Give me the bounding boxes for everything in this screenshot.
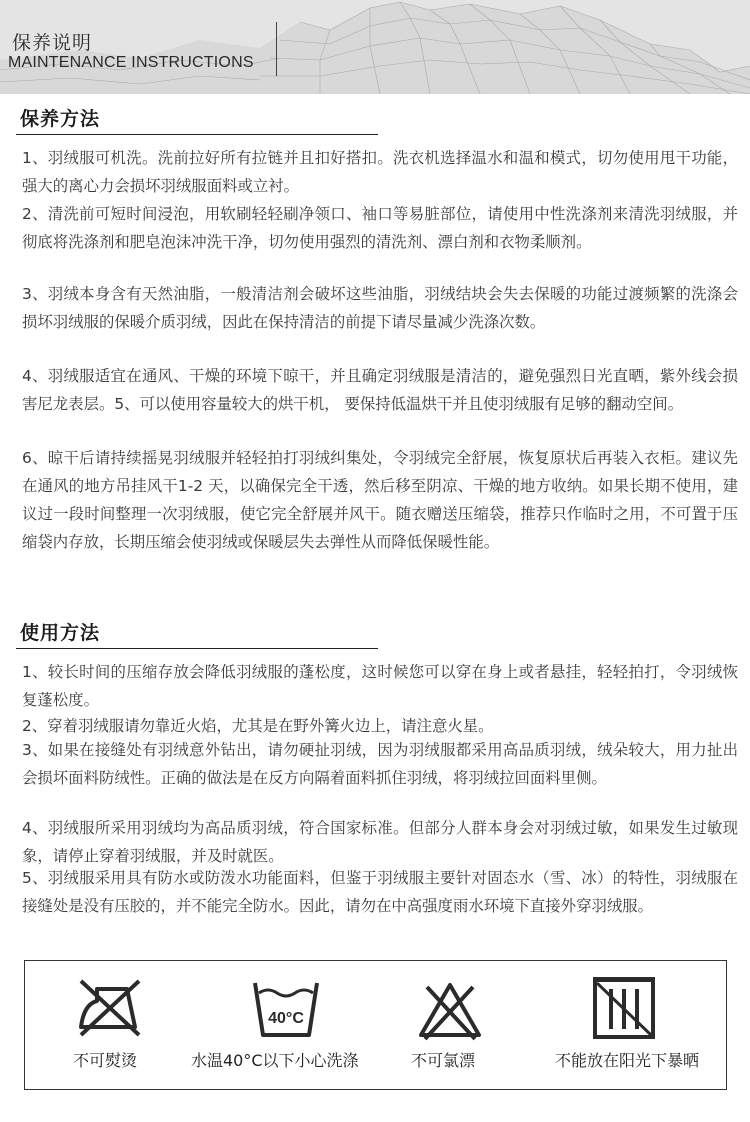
maintenance-paragraph-4: 4、羽绒服适宜在通风、干燥的环境下晾干，并且确定羽绒服是清洁的，避免强烈日光直晒，紫外线会损害尼龙表层。5、可以使用容量较大的烘干机， 要保持低温烘干并且使羽绒服有足够的翻动空间。 — [22, 367, 738, 413]
care-item-no-iron — [25, 961, 195, 1089]
care-item-wash-40 — [185, 961, 395, 1089]
header-title-en: MAINTENANCE INSTRUCTIONS — [8, 54, 254, 71]
wash-temp-text: 40°C — [268, 1010, 304, 1027]
care-item-no-bleach — [395, 961, 535, 1089]
no-sun-dry-icon — [591, 975, 657, 1041]
usage-paragraph-2: 2、穿着羽绒服请勿靠近火焰，尤其是在野外篝火边上，请注意火星。 — [22, 717, 494, 735]
wash-40-icon — [251, 977, 321, 1041]
maintenance-paragraph-1: 1、羽绒服可机洗。洗前拉好所有拉链并且扣好搭扣。洗衣机选择温水和温和模式，切勿使用甩干功能，强大的离心力会损坏羽绒服面料或立衬。 — [22, 149, 738, 195]
maintenance-section-rule — [16, 134, 378, 135]
usage-section-title: 使用方法 — [20, 622, 101, 644]
header-banner — [0, 0, 750, 94]
no-iron-icon — [75, 977, 145, 1041]
usage-paragraph-1: 1、较长时间的压缩存放会降低羽绒服的蓬松度，这时候您可以穿在身上或者悬挂，轻轻拍打，令羽绒恢复蓬松度。 — [22, 663, 738, 709]
care-symbols-box — [24, 960, 727, 1090]
care-label-no-sun-dry: 不能放在阳光下暴晒 — [555, 1051, 700, 1070]
usage-section-rule — [16, 648, 378, 649]
care-label-no-iron: 不可熨烫 — [73, 1051, 138, 1070]
maintenance-section-title: 保养方法 — [20, 108, 101, 130]
care-label-wash-40: 水温40°C以下小心洗涤 — [191, 1051, 359, 1070]
maintenance-paragraph-3: 3、羽绒本身含有天然油脂，一般清洁剂会破坏这些油脂，羽绒结块会失去保暖的功能过渡频繁的洗涤会损坏羽绒服的保暖介质羽绒，因此在保持清洁的前提下请尽量减少洗涤次数。 — [22, 285, 738, 331]
header-title-cn: 保养说明 — [12, 32, 93, 54]
header-divider — [276, 22, 277, 76]
usage-paragraph-5: 5、羽绒服采用具有防水或防泼水功能面料，但鉴于羽绒服主要针对固态水（雪、冰）的特性，羽绒服在接缝处是没有压胶的，并不能完全防水。因此，请勿在中高强度雨水环境下直接外穿羽绒服。 — [22, 869, 738, 915]
no-bleach-icon — [415, 979, 485, 1043]
maintenance-paragraph-2: 2、清洗前可短时间浸泡，用软刷轻轻刷净领口、袖口等易脏部位，请使用中性洗涤剂来清洗羽绒服，并彻底将洗涤剂和肥皂泡沫冲洗干净，切勿使用强烈的清洗剂、漂白剂和衣物柔顺剂。 — [22, 205, 738, 251]
care-label-no-bleach: 不可氯漂 — [411, 1051, 476, 1070]
care-item-no-sun-dry — [525, 961, 725, 1089]
usage-paragraph-3: 3、如果在接缝处有羽绒意外钻出，请勿硬扯羽绒，因为羽绒服都采用高品质羽绒，绒朵较大，用力扯出会损坏面料防绒性。正确的做法是在反方向隔着面料抓住羽绒，将羽绒拉回面料里侧。 — [22, 741, 738, 787]
usage-paragraph-4: 4、羽绒服所采用羽绒均为高品质羽绒，符合国家标准。但部分人群本身会对羽绒过敏，如果发生过敏现象，请停止穿着羽绒服，并及时就医。 — [22, 819, 738, 865]
mountain-wireframe-graphic — [0, 0, 750, 94]
maintenance-paragraph-6: 6、晾干后请持续摇晃羽绒服并轻轻拍打羽绒纠集处，令羽绒完全舒展，恢复原状后再装入衣柜。建议先在通风的地方吊挂风干1-2 天，以确保完全干透，然后移至阴凉、干燥的地方收纳。如果长期不使用，建议过一段时间整理一次羽绒服，使它完全舒展并风干。随衣赠送压缩袋，推荐只作临时之用，不可置于压缩袋内存放，长期压缩会使羽绒或保暖层失去弹性从而降低保暖性能。 — [22, 449, 738, 551]
